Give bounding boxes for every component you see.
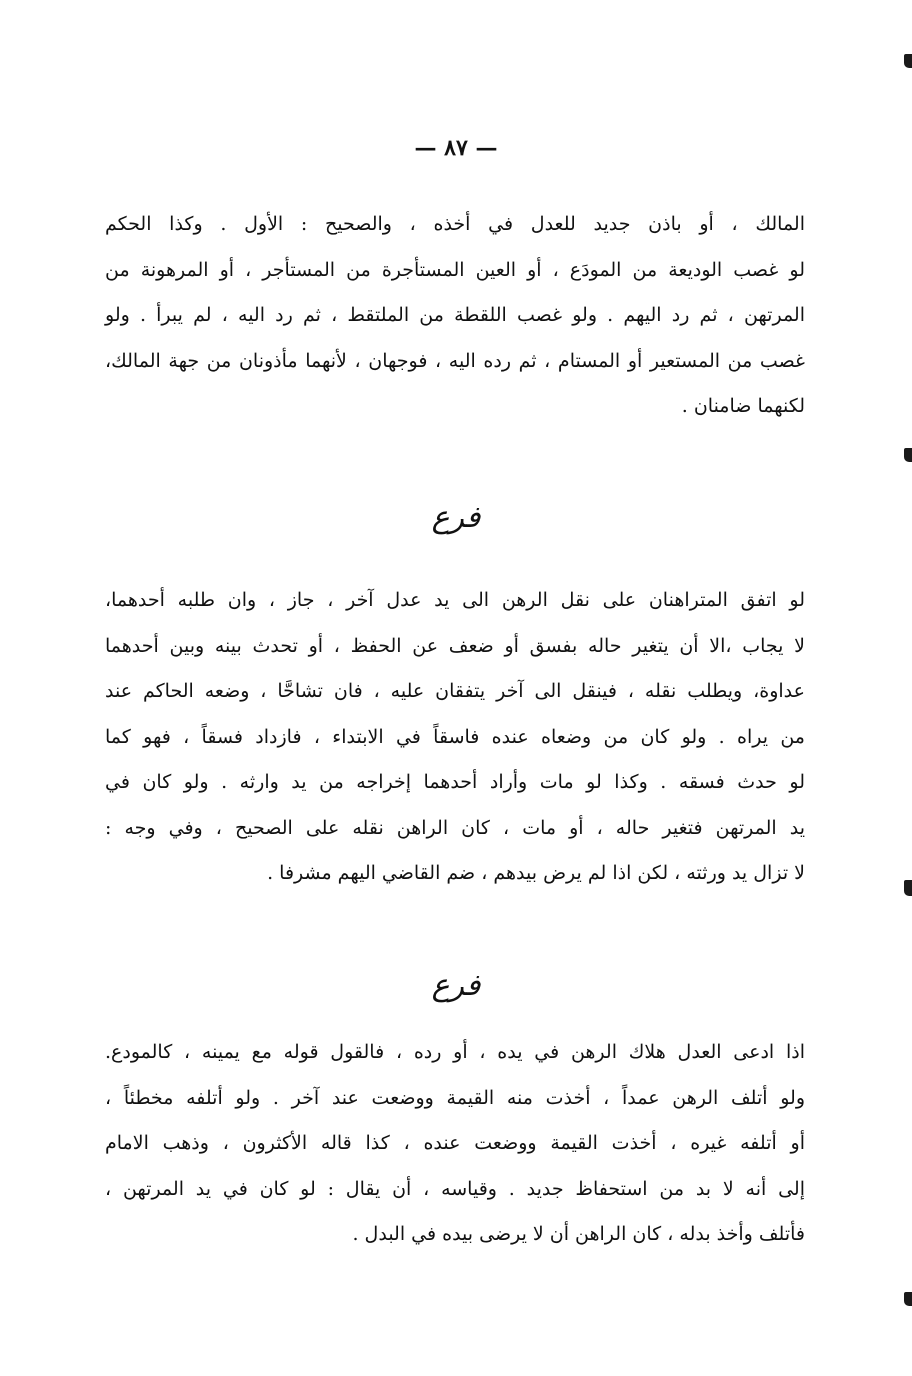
text-line: يد المرتهن فتغير حاله ، أو مات ، كان الراهن نقله على الصحيح ، وفي وجه : bbox=[105, 816, 805, 839]
text-line: عداوة، ويطلب نقله ، فينقل الى آخر يتفقان عليه ، فان تشاحَّا ، وضعه الحاكم عند bbox=[105, 680, 805, 702]
text-line: فأتلف وأخذ بدله ، كان الراهن أن لا يرضى بيده في البدل . bbox=[352, 1223, 805, 1245]
text-line: المرتهن ، ثم رد اليهم . ولو غصب اللقطة من الملتقط ، ثم رد اليه ، لم يبرأ . ولو bbox=[105, 304, 805, 326]
margin-mark bbox=[904, 1292, 912, 1306]
text-line: ولو أتلف الرهن عمداً ، أخذت منه القيمة ووضعت عند آخر . ولو أتلفه مخطئاً ، bbox=[105, 1086, 805, 1109]
text-line: المالك ، أو باذن جديد للعدل في أخذه ، والصحيح : الأول . وكذا الحكم bbox=[105, 213, 805, 235]
paragraph-3 bbox=[105, 1030, 805, 1258]
text-line: لا تزال يد ورثته ، لكن اذا لم يرض بيدهم ، ضم القاضي اليهم مشرفا . bbox=[267, 862, 805, 884]
text-line: لو حدث فسقه . وكذا لو مات وأراد أحدهما إخراجه من يد وارثه . ولو كان في bbox=[105, 771, 805, 793]
section-heading: فرع bbox=[431, 500, 481, 535]
text-line: لا يجاب ،الا أن يتغير حاله بفسق أو ضعف عن الحفظ ، أو تحدث بينه وبين أحدهما bbox=[105, 634, 805, 657]
paragraph-2 bbox=[105, 578, 805, 897]
text-line: لو غصب الوديعة من المودَع ، أو العين المستأجرة من المستأجر ، أو المرهونة من bbox=[105, 258, 805, 281]
text-line: من يراه . ولو كان من وضعاه عنده فاسقاً في الابتداء ، فازداد فسقاً ، فهو كما bbox=[105, 725, 805, 748]
text-line: غصب من المستعير أو المستام ، ثم رده اليه ، فوجهان ، لأنهما مأذونان من جهة المالك، bbox=[105, 349, 805, 372]
text-line: لو اتفق المتراهنان على نقل الرهن الى يد عدل آخر ، جاز ، وان طلبه أحدهما، bbox=[105, 589, 805, 611]
margin-mark bbox=[904, 448, 912, 462]
text-line: اذا ادعى العدل هلاك الرهن في يده ، أو رده ، فالقول قوله مع يمينه ، كالمودع. bbox=[105, 1041, 805, 1063]
text-line: لكنهما ضامنان . bbox=[681, 395, 805, 417]
text-line: أو أتلفه غيره ، أخذت القيمة ووضعت عنده ، كذا قاله الأكثرون ، وذهب الامام bbox=[105, 1132, 805, 1154]
paragraph-1 bbox=[105, 202, 805, 430]
section-heading: فرع bbox=[431, 968, 481, 1003]
margin-mark bbox=[904, 880, 912, 896]
page-number: — ٨٧ — bbox=[414, 135, 498, 161]
margin-mark bbox=[904, 54, 912, 68]
text-line: إلى أنه لا بد من استحفاظ جديد . وقياسه ، أن يقال : لو كان في يد المرتهن ، bbox=[105, 1177, 805, 1200]
